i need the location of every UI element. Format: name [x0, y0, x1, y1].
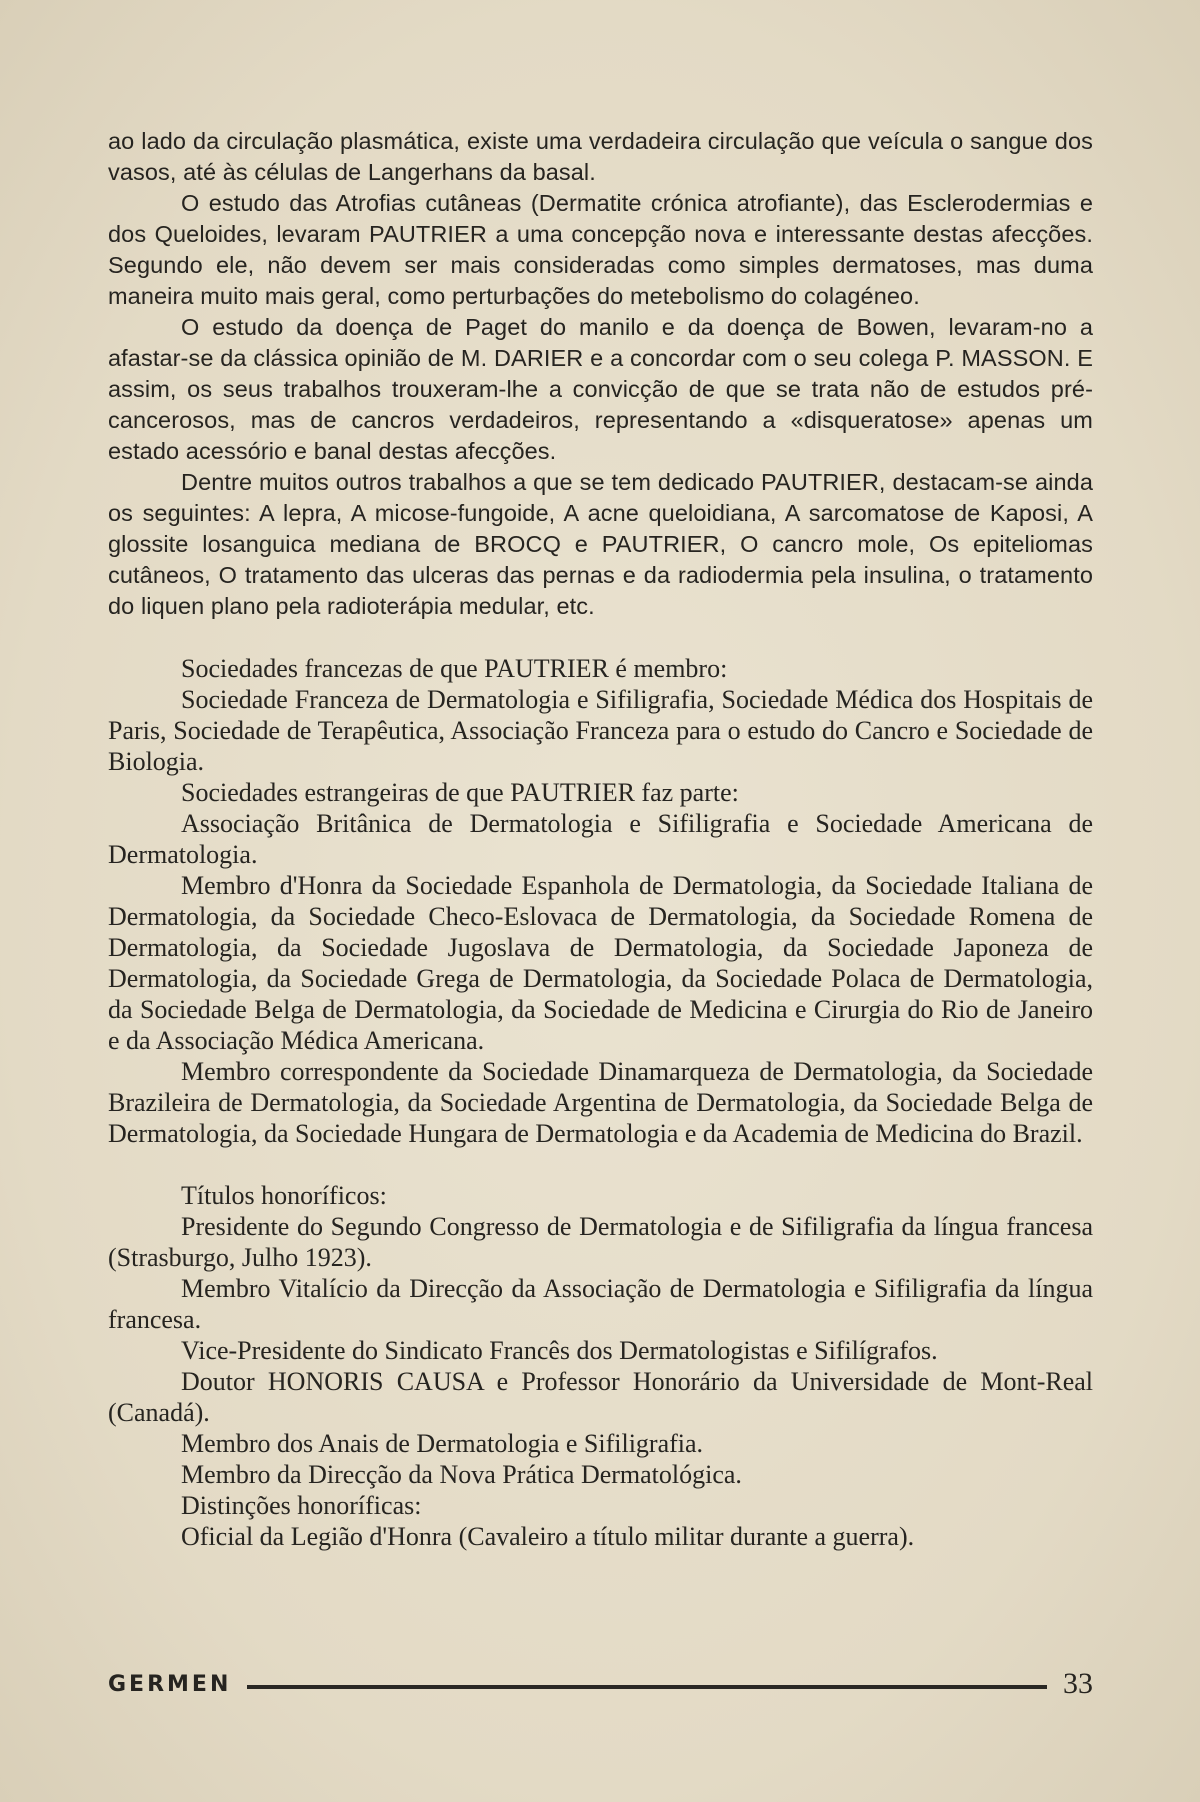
paragraph: Associação Britânica de Dermatologia e Sifiligrafia e Sociedade Americana de Dermatologia.	[108, 809, 1093, 869]
paragraph: ao lado da circulação plasmática, existe uma verdadeira circulação que veícula o sangue dos vasos, até às células de Langerhans da basal.	[108, 128, 1093, 185]
paragraph: Membro dos Anais de Dermatologia e Sifiligrafia.	[181, 1429, 704, 1458]
paragraph: Sociedades francezas de que PAUTRIER é membro:	[181, 654, 728, 683]
journal-name: GERMEN	[108, 1671, 232, 1697]
paragraph: Vice-Presidente do Sindicato Francês dos Dermatologistas e Sifilígrafos.	[181, 1336, 938, 1365]
paragraph: Sociedade Franceza de Dermatologia e Sifiligrafia, Sociedade Médica dos Hospitais de Paris, Sociedade de Terapêutica, Associação Franceza para o estudo do Cancro e Sociedade de Biologia.	[108, 685, 1093, 776]
paragraph: Distinções honoríficas:	[181, 1491, 422, 1520]
page-number: 33	[1063, 1667, 1093, 1700]
paragraph: Dentre muitos outros trabalhos a que se tem dedicado PAUTRIER, destacam-se ainda os seguintes: A lepra, A micose-fungoide, A acne queloidiana, A sarcomatose de Kaposi, A glossite losanguica mediana de BROCQ e PAUTRIER, O cancro mole, Os epiteliomas cutâneos, O tratamento das ulceras das pernas e da radiodermia pela insulina, o tratamento do liquen plano pela radioterápia medular, etc.	[108, 469, 1093, 619]
paragraph: Doutor HONORIS CAUSA e Professor Honorário da Universidade de Mont-Real (Canadá).	[108, 1367, 1093, 1427]
paragraph: Presidente do Segundo Congresso de Dermatologia e de Sifiligrafia da língua francesa (Strasburgo, Julho 1923).	[108, 1212, 1093, 1272]
paragraph: Membro da Direcção da Nova Prática Dermatológica.	[181, 1460, 742, 1489]
paragraph-gap	[108, 622, 1093, 653]
paragraph: Sociedades estrangeiras de que PAUTRIER faz parte:	[181, 778, 739, 807]
paragraph: O estudo da doença de Paget do manilo e da doença de Bowen, levaram-no a afastar-se da clássica opinião de M. DARIER e a concordar com o seu colega P. MASSON. E assim, os seus trabalhos trouxeram-lhe a convicção de que se trata não de estudos pré-cancerosos, mas de cancros verdadeiros, representando a «disqueratose» apenas um estado acessório e banal destas afecções.	[108, 314, 1093, 464]
paragraph: Membro Vitalício da Direcção da Associação de Dermatologia e Sifiligrafia da língua francesa.	[108, 1274, 1093, 1334]
footer-rule	[247, 1685, 1047, 1689]
paragraph: Membro d'Honra da Sociedade Espanhola de Dermatologia, da Sociedade Italiana de Dermatologia, da Sociedade Checo-Eslovaca de Dermatologia, da Sociedade Romena de Dermatologia, da Sociedade Jugoslava de Dermatologia, da Sociedade Japoneza de Dermatologia, da Sociedade Grega de Dermatologia, da Sociedade Polaca de Dermatologia, da Sociedade Belga de Dermatologia, da Sociedade de Medicina e Cirurgia do Rio de Janeiro e da Associação Médica Americana.	[108, 871, 1093, 1055]
paragraph: Membro correspondente da Sociedade Dinamarqueza de Dermatologia, da Sociedade Brazileira de Dermatologia, da Sociedade Argentina de Dermatologia, da Sociedade Belga de Dermatologia, da Sociedade Hungara de Dermatologia e da Academia de Medicina do Brazil.	[108, 1057, 1093, 1148]
paragraph: Oficial da Legião d'Honra (Cavaleiro a título militar durante a guerra).	[181, 1522, 915, 1551]
page-footer	[108, 1664, 1093, 1704]
paragraph-gap	[108, 1149, 1093, 1180]
paragraph: Títulos honoríficos:	[181, 1181, 387, 1210]
paragraph: O estudo das Atrofias cutâneas (Dermatite crónica atrofiante), das Esclerodermias e dos Queloides, levaram PAUTRIER a uma concepção nova e interessante destas afecções. Segundo ele, não devem ser mais consideradas como simples dermatoses, mas duma maneira muito mais geral, como perturbações do metebolismo do colagéneo.	[108, 190, 1093, 309]
body-text	[108, 126, 1093, 1552]
